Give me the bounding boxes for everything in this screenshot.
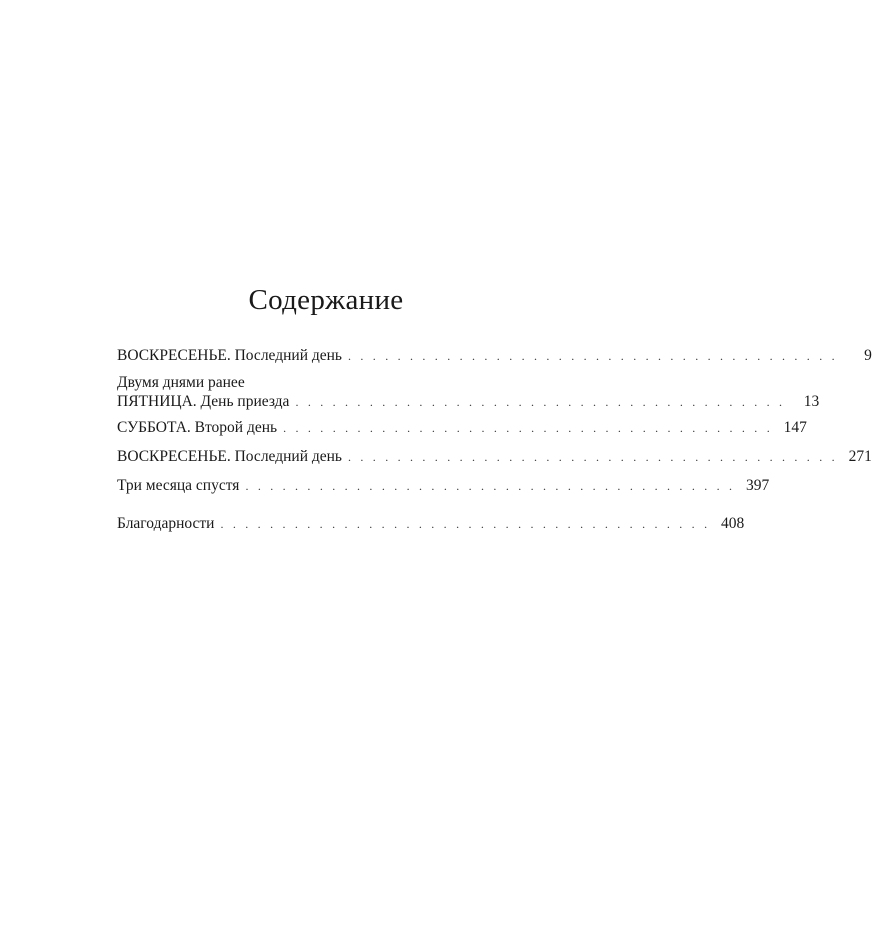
toc-entry-page: 408 [721, 515, 745, 532]
toc-entry-label: ВОСКРЕСЕНЬЕ. Последний день [117, 347, 342, 364]
leader-dots: . . . . . . . . . . . . . . . . . . . . . . . . . . . . . . . . . . . . . . . . [295, 395, 786, 409]
leader-dots: . . . . . . . . . . . . . . . . . . . . . . . . . . . . . . . . . . . . . . . . [245, 479, 736, 493]
table-of-contents [117, 344, 872, 535]
toc-entry-label: Три месяца спустя [117, 477, 240, 494]
toc-entry-label: СУББОТА. Второй день [117, 419, 278, 436]
leader-dots: . . . . . . . . . . . . . . . . . . . . . . . . . . . . . . . . . . . . . . . . [348, 450, 838, 464]
toc-entry [117, 474, 770, 497]
leader-dots: . . . . . . . . . . . . . . . . . . . . . . . . . . . . . . . . . . . . . . . . [348, 349, 838, 363]
toc-entry-page: 147 [783, 419, 807, 436]
toc-entry-page: 9 [864, 347, 872, 364]
toc-entry [117, 512, 745, 535]
toc-entry [117, 344, 872, 367]
toc-entry-page: 271 [848, 448, 872, 465]
toc-entry-label: Благодарности [117, 515, 215, 532]
toc-entry [117, 416, 807, 439]
leader-dots: . . . . . . . . . . . . . . . . . . . . . . . . . . . . . . . . . . . . . . . . [220, 517, 711, 531]
leader-dots: . . . . . . . . . . . . . . . . . . . . . . . . . . . . . . . . . . . . . . . . [283, 421, 773, 435]
toc-entry [117, 392, 820, 411]
toc-entry [117, 445, 872, 468]
toc-entry-label: ПЯТНИЦА. День приезда [117, 393, 290, 410]
toc-entry-label: ВОСКРЕСЕНЬЕ. Последний день [117, 448, 342, 465]
page-title: Содержание [248, 284, 404, 316]
toc-entry-prelabel: Двумя днями ранее [117, 374, 245, 391]
toc-entry-page: 397 [746, 477, 770, 494]
toc-entry-page: 13 [803, 393, 820, 410]
